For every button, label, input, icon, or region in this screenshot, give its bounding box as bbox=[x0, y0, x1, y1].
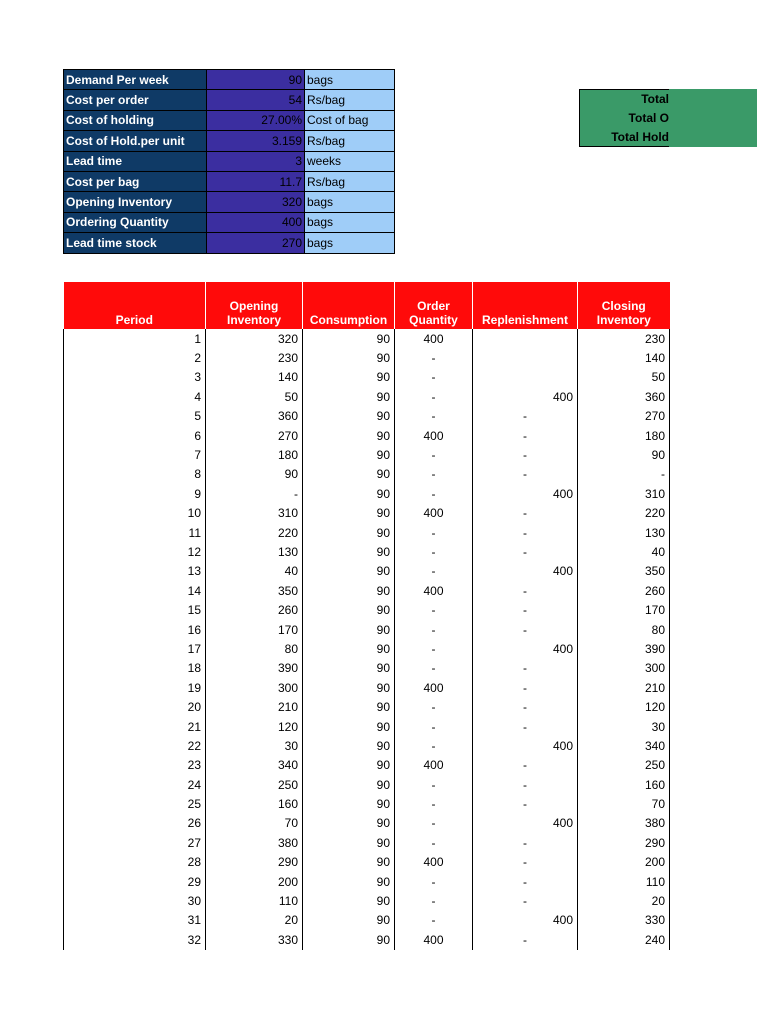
table-row bbox=[64, 659, 670, 678]
cell-consumption[interactable]: 90 bbox=[303, 562, 395, 581]
cell-period[interactable]: 5 bbox=[64, 407, 206, 426]
cell-replenishment[interactable]: - bbox=[473, 697, 578, 716]
cell-replenishment[interactable]: - bbox=[473, 891, 578, 910]
cell-consumption[interactable]: 90 bbox=[303, 814, 395, 833]
parameter-unit[interactable]: bags bbox=[305, 70, 395, 90]
cell-opening-inventory[interactable]: 170 bbox=[206, 620, 303, 639]
cell-order-quantity[interactable]: - bbox=[395, 348, 473, 367]
cell-closing-inventory[interactable]: 40 bbox=[578, 542, 670, 561]
cell-closing-inventory[interactable]: 390 bbox=[578, 639, 670, 658]
cell-replenishment[interactable]: - bbox=[473, 872, 578, 891]
cell-period[interactable]: 8 bbox=[64, 465, 206, 484]
table-row bbox=[64, 484, 670, 503]
parameters-table bbox=[63, 69, 395, 254]
cell-consumption[interactable]: 90 bbox=[303, 387, 395, 406]
parameter-value[interactable]: 27.00% bbox=[207, 110, 305, 130]
cell-opening-inventory[interactable]: 80 bbox=[206, 639, 303, 658]
cell-replenishment[interactable] bbox=[473, 329, 578, 348]
cell-closing-inventory[interactable]: 250 bbox=[578, 756, 670, 775]
cell-replenishment[interactable]: 400 bbox=[473, 736, 578, 755]
cell-period[interactable]: 25 bbox=[64, 794, 206, 813]
cell-period[interactable]: 24 bbox=[64, 775, 206, 794]
cell-consumption[interactable]: 90 bbox=[303, 930, 395, 949]
parameter-unit[interactable]: bags bbox=[305, 192, 395, 212]
parameter-unit[interactable]: weeks bbox=[305, 151, 395, 171]
cell-consumption[interactable]: 90 bbox=[303, 659, 395, 678]
header-closing-inventory[interactable]: Closing Inventory bbox=[578, 282, 670, 329]
cell-closing-inventory[interactable]: 260 bbox=[578, 581, 670, 600]
cell-replenishment[interactable]: - bbox=[473, 504, 578, 523]
cell-consumption[interactable]: 90 bbox=[303, 775, 395, 794]
cell-replenishment[interactable]: - bbox=[473, 678, 578, 697]
parameter-value[interactable]: 90 bbox=[207, 70, 305, 90]
cell-replenishment[interactable]: 400 bbox=[473, 562, 578, 581]
cell-order-quantity[interactable]: 400 bbox=[395, 678, 473, 697]
parameter-row bbox=[64, 233, 395, 253]
cell-order-quantity[interactable]: - bbox=[395, 736, 473, 755]
cell-opening-inventory[interactable]: 260 bbox=[206, 600, 303, 619]
table-row bbox=[64, 833, 670, 852]
cell-order-quantity[interactable]: - bbox=[395, 697, 473, 716]
cell-opening-inventory[interactable]: 120 bbox=[206, 717, 303, 736]
cell-consumption[interactable]: 90 bbox=[303, 484, 395, 503]
cell-opening-inventory[interactable]: 70 bbox=[206, 814, 303, 833]
parameter-row bbox=[64, 212, 395, 232]
cell-consumption[interactable]: 90 bbox=[303, 833, 395, 852]
cell-replenishment[interactable]: - bbox=[473, 620, 578, 639]
cell-order-quantity[interactable]: - bbox=[395, 794, 473, 813]
cell-closing-inventory[interactable]: 140 bbox=[578, 348, 670, 367]
cell-period[interactable]: 11 bbox=[64, 523, 206, 542]
table-row bbox=[64, 348, 670, 367]
cell-closing-inventory[interactable]: 20 bbox=[578, 891, 670, 910]
cell-opening-inventory[interactable]: 210 bbox=[206, 697, 303, 716]
parameter-unit[interactable]: bags bbox=[305, 212, 395, 232]
cell-consumption[interactable]: 90 bbox=[303, 717, 395, 736]
parameter-row bbox=[64, 151, 395, 171]
cell-order-quantity[interactable]: 400 bbox=[395, 329, 473, 348]
parameter-label[interactable]: Ordering Quantity bbox=[64, 212, 207, 232]
header-replenishment[interactable]: Replenishment bbox=[473, 282, 578, 329]
table-row bbox=[64, 911, 670, 930]
cell-replenishment[interactable]: 400 bbox=[473, 814, 578, 833]
parameter-value[interactable]: 400 bbox=[207, 212, 305, 232]
inventory-table bbox=[63, 282, 670, 950]
cell-closing-inventory[interactable]: 130 bbox=[578, 523, 670, 542]
cell-closing-inventory[interactable]: 180 bbox=[578, 426, 670, 445]
parameter-value[interactable]: 320 bbox=[207, 192, 305, 212]
cell-opening-inventory[interactable]: 290 bbox=[206, 853, 303, 872]
cell-consumption[interactable]: 90 bbox=[303, 853, 395, 872]
table-row bbox=[64, 523, 670, 542]
cell-opening-inventory[interactable]: 140 bbox=[206, 368, 303, 387]
cell-closing-inventory[interactable]: 80 bbox=[578, 620, 670, 639]
parameter-unit[interactable]: Rs/bag bbox=[305, 131, 395, 151]
cell-period[interactable]: 30 bbox=[64, 891, 206, 910]
cell-replenishment[interactable]: - bbox=[473, 600, 578, 619]
table-row bbox=[64, 678, 670, 697]
cell-replenishment[interactable]: - bbox=[473, 407, 578, 426]
parameter-row bbox=[64, 110, 395, 130]
cell-period[interactable]: 3 bbox=[64, 368, 206, 387]
cell-order-quantity[interactable]: 400 bbox=[395, 504, 473, 523]
table-row bbox=[64, 504, 670, 523]
cell-consumption[interactable]: 90 bbox=[303, 407, 395, 426]
cell-closing-inventory[interactable]: 50 bbox=[578, 368, 670, 387]
parameters-body bbox=[64, 70, 395, 254]
parameter-unit[interactable]: Rs/bag bbox=[305, 90, 395, 110]
cell-consumption[interactable]: 90 bbox=[303, 620, 395, 639]
table-row bbox=[64, 407, 670, 426]
cell-period[interactable]: 21 bbox=[64, 717, 206, 736]
cell-closing-inventory[interactable]: 290 bbox=[578, 833, 670, 852]
cell-opening-inventory[interactable]: 20 bbox=[206, 911, 303, 930]
table-row bbox=[64, 620, 670, 639]
cell-consumption[interactable]: 90 bbox=[303, 523, 395, 542]
cell-closing-inventory[interactable]: 90 bbox=[578, 445, 670, 464]
cell-replenishment[interactable]: 400 bbox=[473, 387, 578, 406]
total-order-label[interactable]: Total O bbox=[628, 111, 669, 125]
table-row bbox=[64, 387, 670, 406]
cell-consumption[interactable]: 90 bbox=[303, 581, 395, 600]
cell-closing-inventory[interactable]: 310 bbox=[578, 484, 670, 503]
parameter-row bbox=[64, 90, 395, 110]
cell-closing-inventory[interactable]: 380 bbox=[578, 814, 670, 833]
cell-opening-inventory[interactable]: 330 bbox=[206, 930, 303, 949]
cell-order-quantity[interactable]: - bbox=[395, 387, 473, 406]
cell-closing-inventory[interactable]: 240 bbox=[578, 930, 670, 949]
header-row bbox=[64, 282, 670, 329]
cell-closing-inventory[interactable]: 170 bbox=[578, 600, 670, 619]
cell-period[interactable]: 15 bbox=[64, 600, 206, 619]
cell-closing-inventory[interactable]: 330 bbox=[578, 911, 670, 930]
inventory-body bbox=[64, 329, 670, 950]
cell-opening-inventory[interactable]: 30 bbox=[206, 736, 303, 755]
cell-period[interactable]: 28 bbox=[64, 853, 206, 872]
totals-labels bbox=[579, 89, 669, 147]
cell-consumption[interactable]: 90 bbox=[303, 736, 395, 755]
totals-value-cells[interactable] bbox=[669, 89, 757, 147]
cell-opening-inventory[interactable]: 340 bbox=[206, 756, 303, 775]
cell-replenishment[interactable]: - bbox=[473, 794, 578, 813]
table-row bbox=[64, 717, 670, 736]
cell-consumption[interactable]: 90 bbox=[303, 911, 395, 930]
header-opening-inventory[interactable]: Opening Inventory bbox=[206, 282, 303, 329]
cell-opening-inventory[interactable]: 180 bbox=[206, 445, 303, 464]
cell-opening-inventory[interactable]: - bbox=[206, 484, 303, 503]
cell-period[interactable]: 14 bbox=[64, 581, 206, 600]
cell-replenishment[interactable]: - bbox=[473, 542, 578, 561]
cell-period[interactable]: 26 bbox=[64, 814, 206, 833]
cell-period[interactable]: 19 bbox=[64, 678, 206, 697]
cell-period[interactable]: 7 bbox=[64, 445, 206, 464]
cell-opening-inventory[interactable]: 270 bbox=[206, 426, 303, 445]
table-row bbox=[64, 562, 670, 581]
header-period[interactable]: Period bbox=[64, 282, 206, 329]
parameter-label[interactable]: Cost per order bbox=[64, 90, 207, 110]
cell-period[interactable]: 4 bbox=[64, 387, 206, 406]
cell-closing-inventory[interactable]: 120 bbox=[578, 697, 670, 716]
cell-closing-inventory[interactable]: 30 bbox=[578, 717, 670, 736]
cell-order-quantity[interactable]: 400 bbox=[395, 930, 473, 949]
cell-replenishment[interactable]: 400 bbox=[473, 484, 578, 503]
cell-replenishment[interactable]: - bbox=[473, 426, 578, 445]
cell-replenishment[interactable]: - bbox=[473, 465, 578, 484]
header-order-quantity[interactable]: Order Quantity bbox=[395, 282, 473, 329]
table-row bbox=[64, 465, 670, 484]
cell-closing-inventory[interactable]: 350 bbox=[578, 562, 670, 581]
parameter-unit[interactable]: Cost of bag bbox=[305, 110, 395, 130]
cell-opening-inventory[interactable]: 390 bbox=[206, 659, 303, 678]
cell-replenishment[interactable]: - bbox=[473, 581, 578, 600]
cell-replenishment[interactable]: - bbox=[473, 853, 578, 872]
cell-opening-inventory[interactable]: 200 bbox=[206, 872, 303, 891]
cell-closing-inventory[interactable]: 70 bbox=[578, 794, 670, 813]
cell-opening-inventory[interactable]: 40 bbox=[206, 562, 303, 581]
cell-consumption[interactable]: 90 bbox=[303, 872, 395, 891]
cell-period[interactable]: 22 bbox=[64, 736, 206, 755]
cell-replenishment[interactable] bbox=[473, 368, 578, 387]
cell-opening-inventory[interactable]: 360 bbox=[206, 407, 303, 426]
table-row bbox=[64, 445, 670, 464]
cell-period[interactable]: 17 bbox=[64, 639, 206, 658]
cell-order-quantity[interactable]: - bbox=[395, 891, 473, 910]
parameter-label[interactable]: Demand Per week bbox=[64, 70, 207, 90]
cell-consumption[interactable]: 90 bbox=[303, 600, 395, 619]
cell-opening-inventory[interactable]: 380 bbox=[206, 833, 303, 852]
cell-period[interactable]: 6 bbox=[64, 426, 206, 445]
table-row bbox=[64, 600, 670, 619]
cell-closing-inventory[interactable]: 270 bbox=[578, 407, 670, 426]
cell-consumption[interactable]: 90 bbox=[303, 697, 395, 716]
cell-closing-inventory[interactable]: 300 bbox=[578, 659, 670, 678]
table-row bbox=[64, 872, 670, 891]
cell-replenishment[interactable]: - bbox=[473, 717, 578, 736]
cell-consumption[interactable]: 90 bbox=[303, 368, 395, 387]
parameter-label[interactable]: Cost per bag bbox=[64, 171, 207, 191]
cell-period[interactable]: 12 bbox=[64, 542, 206, 561]
parameter-value[interactable]: 270 bbox=[207, 233, 305, 253]
cell-replenishment[interactable]: - bbox=[473, 756, 578, 775]
cell-period[interactable]: 29 bbox=[64, 872, 206, 891]
table-row bbox=[64, 756, 670, 775]
cell-period[interactable]: 10 bbox=[64, 504, 206, 523]
table-row bbox=[64, 930, 670, 949]
cell-opening-inventory[interactable]: 300 bbox=[206, 678, 303, 697]
cell-period[interactable]: 23 bbox=[64, 756, 206, 775]
parameter-unit[interactable]: Rs/bag bbox=[305, 171, 395, 191]
cell-closing-inventory[interactable]: 160 bbox=[578, 775, 670, 794]
cell-order-quantity[interactable]: - bbox=[395, 562, 473, 581]
table-row bbox=[64, 329, 670, 348]
cell-order-quantity[interactable]: - bbox=[395, 465, 473, 484]
parameter-label[interactable]: Lead time bbox=[64, 151, 207, 171]
cell-order-quantity[interactable]: - bbox=[395, 600, 473, 619]
table-row bbox=[64, 891, 670, 910]
inventory-header bbox=[64, 282, 670, 329]
cell-order-quantity[interactable]: - bbox=[395, 445, 473, 464]
cell-period[interactable]: 1 bbox=[64, 329, 206, 348]
cell-period[interactable]: 16 bbox=[64, 620, 206, 639]
total-label[interactable]: Total bbox=[641, 92, 669, 106]
parameter-row bbox=[64, 70, 395, 90]
cell-period[interactable]: 13 bbox=[64, 562, 206, 581]
cell-order-quantity[interactable]: 400 bbox=[395, 581, 473, 600]
cell-opening-inventory[interactable]: 130 bbox=[206, 542, 303, 561]
parameter-label[interactable]: Cost of Hold.per unit bbox=[64, 131, 207, 151]
cell-order-quantity[interactable]: - bbox=[395, 775, 473, 794]
cell-consumption[interactable]: 90 bbox=[303, 678, 395, 697]
cell-closing-inventory[interactable]: 200 bbox=[578, 853, 670, 872]
cell-opening-inventory[interactable]: 160 bbox=[206, 794, 303, 813]
cell-period[interactable]: 32 bbox=[64, 930, 206, 949]
cell-opening-inventory[interactable]: 220 bbox=[206, 523, 303, 542]
parameter-label[interactable]: Cost of holding bbox=[64, 110, 207, 130]
table-row bbox=[64, 368, 670, 387]
cell-period[interactable]: 9 bbox=[64, 484, 206, 503]
cell-period[interactable]: 2 bbox=[64, 348, 206, 367]
cell-replenishment[interactable]: 400 bbox=[473, 911, 578, 930]
cell-period[interactable]: 31 bbox=[64, 911, 206, 930]
cell-order-quantity[interactable]: - bbox=[395, 542, 473, 561]
header-consumption[interactable]: Consumption bbox=[303, 282, 395, 329]
cell-order-quantity[interactable]: - bbox=[395, 484, 473, 503]
table-row bbox=[64, 853, 670, 872]
parameter-value[interactable]: 54 bbox=[207, 90, 305, 110]
cell-order-quantity[interactable]: - bbox=[395, 872, 473, 891]
cell-consumption[interactable]: 90 bbox=[303, 504, 395, 523]
cell-replenishment[interactable] bbox=[473, 348, 578, 367]
cell-replenishment[interactable]: - bbox=[473, 523, 578, 542]
cell-order-quantity[interactable]: - bbox=[395, 717, 473, 736]
cell-closing-inventory[interactable]: - bbox=[578, 465, 670, 484]
cell-consumption[interactable]: 90 bbox=[303, 465, 395, 484]
parameter-row bbox=[64, 192, 395, 212]
cell-order-quantity[interactable]: 400 bbox=[395, 756, 473, 775]
cell-closing-inventory[interactable]: 340 bbox=[578, 736, 670, 755]
cell-order-quantity[interactable]: - bbox=[395, 833, 473, 852]
cell-period[interactable]: 20 bbox=[64, 697, 206, 716]
table-row bbox=[64, 639, 670, 658]
cell-opening-inventory[interactable]: 350 bbox=[206, 581, 303, 600]
parameter-row bbox=[64, 131, 395, 151]
table-row bbox=[64, 581, 670, 600]
total-holding-label[interactable]: Total Hold bbox=[611, 130, 669, 144]
cell-replenishment[interactable]: - bbox=[473, 930, 578, 949]
table-row bbox=[64, 736, 670, 755]
cell-opening-inventory[interactable]: 110 bbox=[206, 891, 303, 910]
table-row bbox=[64, 697, 670, 716]
table-row bbox=[64, 542, 670, 561]
table-row bbox=[64, 426, 670, 445]
table-row bbox=[64, 794, 670, 813]
cell-replenishment[interactable]: 400 bbox=[473, 639, 578, 658]
parameter-label[interactable]: Lead time stock bbox=[64, 233, 207, 253]
cell-opening-inventory[interactable]: 250 bbox=[206, 775, 303, 794]
cell-opening-inventory[interactable]: 50 bbox=[206, 387, 303, 406]
cell-consumption[interactable]: 90 bbox=[303, 891, 395, 910]
cell-order-quantity[interactable]: - bbox=[395, 639, 473, 658]
table-row bbox=[64, 814, 670, 833]
cell-order-quantity[interactable]: - bbox=[395, 368, 473, 387]
cell-order-quantity[interactable]: - bbox=[395, 523, 473, 542]
cell-consumption[interactable]: 90 bbox=[303, 756, 395, 775]
cell-consumption[interactable]: 90 bbox=[303, 794, 395, 813]
cell-closing-inventory[interactable]: 360 bbox=[578, 387, 670, 406]
cell-opening-inventory[interactable]: 230 bbox=[206, 348, 303, 367]
cell-opening-inventory[interactable]: 310 bbox=[206, 504, 303, 523]
cell-order-quantity[interactable]: 400 bbox=[395, 426, 473, 445]
cell-replenishment[interactable]: - bbox=[473, 833, 578, 852]
cell-replenishment[interactable]: - bbox=[473, 445, 578, 464]
cell-order-quantity[interactable]: - bbox=[395, 620, 473, 639]
parameter-value[interactable]: 3.159 bbox=[207, 131, 305, 151]
cell-order-quantity[interactable]: - bbox=[395, 659, 473, 678]
cell-order-quantity[interactable]: - bbox=[395, 814, 473, 833]
parameter-value[interactable]: 3 bbox=[207, 151, 305, 171]
cell-replenishment[interactable]: - bbox=[473, 659, 578, 678]
cell-closing-inventory[interactable]: 220 bbox=[578, 504, 670, 523]
cell-opening-inventory[interactable]: 320 bbox=[206, 329, 303, 348]
cell-consumption[interactable]: 90 bbox=[303, 445, 395, 464]
cell-consumption[interactable]: 90 bbox=[303, 329, 395, 348]
table-row bbox=[64, 775, 670, 794]
totals-panel bbox=[579, 89, 759, 147]
cell-replenishment[interactable]: - bbox=[473, 775, 578, 794]
cell-consumption[interactable]: 90 bbox=[303, 639, 395, 658]
parameter-value[interactable]: 11.7 bbox=[207, 171, 305, 191]
cell-closing-inventory[interactable]: 110 bbox=[578, 872, 670, 891]
cell-closing-inventory[interactable]: 210 bbox=[578, 678, 670, 697]
cell-order-quantity[interactable]: - bbox=[395, 911, 473, 930]
cell-opening-inventory[interactable]: 90 bbox=[206, 465, 303, 484]
cell-consumption[interactable]: 90 bbox=[303, 426, 395, 445]
cell-order-quantity[interactable]: 400 bbox=[395, 853, 473, 872]
parameter-unit[interactable]: bags bbox=[305, 233, 395, 253]
cell-consumption[interactable]: 90 bbox=[303, 348, 395, 367]
cell-closing-inventory[interactable]: 230 bbox=[578, 329, 670, 348]
cell-period[interactable]: 27 bbox=[64, 833, 206, 852]
parameter-row bbox=[64, 171, 395, 191]
cell-period[interactable]: 18 bbox=[64, 659, 206, 678]
cell-order-quantity[interactable]: - bbox=[395, 407, 473, 426]
cell-consumption[interactable]: 90 bbox=[303, 542, 395, 561]
parameter-label[interactable]: Opening Inventory bbox=[64, 192, 207, 212]
